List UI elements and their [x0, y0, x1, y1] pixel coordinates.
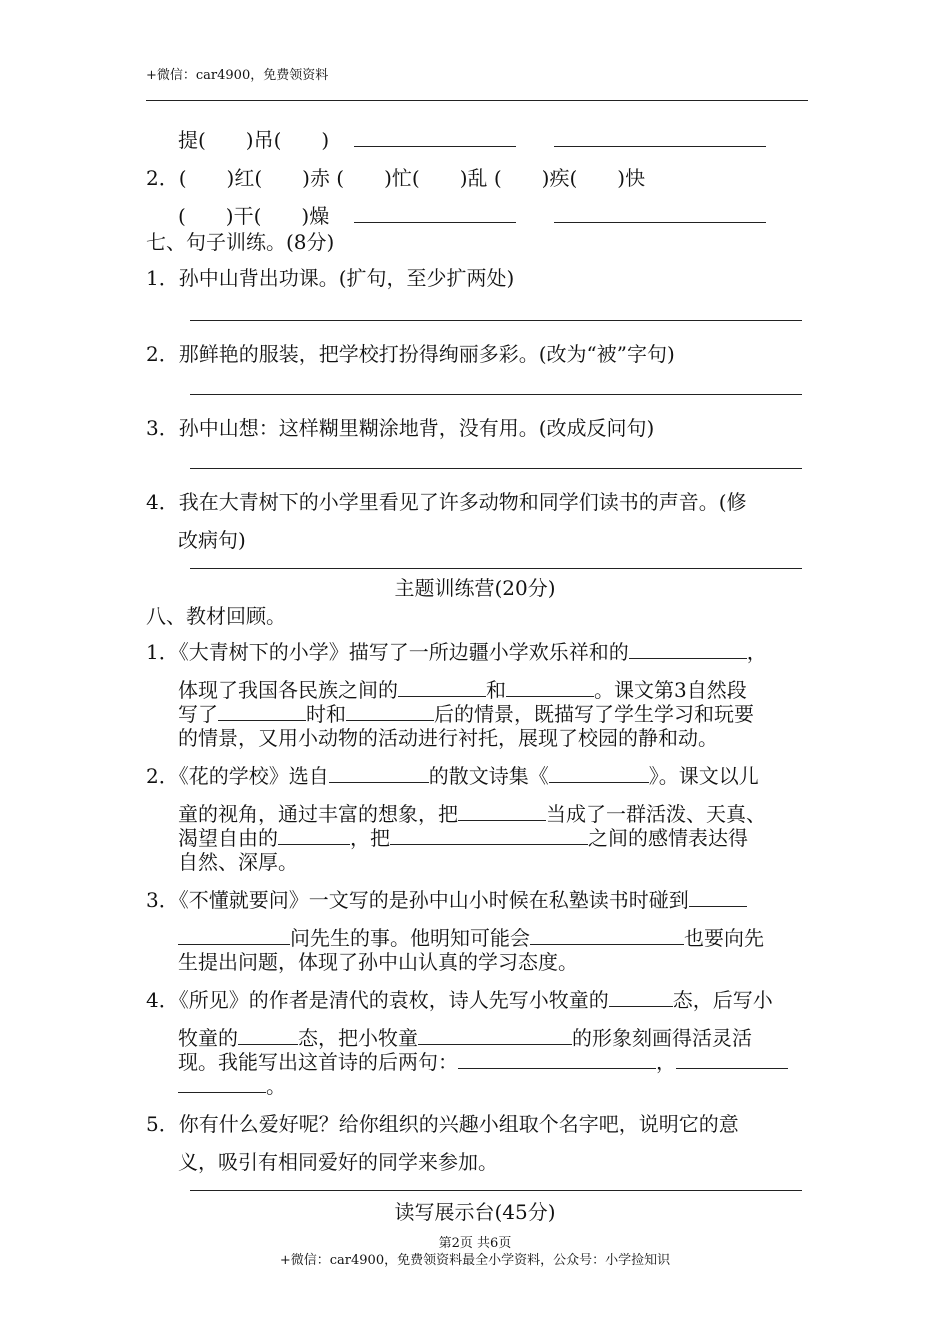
- item-number: 3．: [146, 888, 179, 912]
- text-segment: 态，把小牧童: [298, 1026, 418, 1050]
- section7-item-1: [146, 262, 514, 291]
- answer-line[interactable]: [190, 1190, 802, 1191]
- text-segment: 。: [266, 1074, 286, 1098]
- text-segment: 写了: [178, 702, 218, 726]
- text-segment: 《花的学校》选自: [178, 764, 329, 788]
- answer-blank[interactable]: [238, 1026, 298, 1045]
- answer-blank[interactable]: [689, 888, 747, 907]
- section6-item2-line2: [178, 200, 329, 229]
- item-number: 2．: [146, 342, 179, 366]
- item-number: 2．: [146, 764, 179, 788]
- text-segment: 后的情景，既描写了学生学习和玩要: [434, 702, 754, 726]
- item-text: 我在大青树下的小学里看见了许多动物和同学们读书的声音。(修: [178, 490, 747, 514]
- text-segment: 之间的感情表达得: [588, 826, 748, 850]
- header-watermark: +微信：car4900，免费领资料: [146, 68, 329, 83]
- section8-item-3-line1: [146, 884, 747, 913]
- answer-blank[interactable]: [390, 826, 588, 845]
- section8-title: 八、教材回顾。: [146, 604, 286, 628]
- section8-item-2-line1: [146, 760, 759, 789]
- item-number: 4．: [146, 490, 179, 514]
- answer-blank[interactable]: [530, 926, 684, 945]
- item-text: 孙中山背出功课。(扩句，至少扩两处): [178, 266, 515, 290]
- section7-item-4-cont: 改病句): [178, 528, 246, 552]
- answer-blank[interactable]: [554, 204, 766, 223]
- text-segment: 《所见》的作者是清代的袁枚，诗人先写小牧童的: [178, 988, 609, 1012]
- section8-item-5-line2: 义，吸引有相同爱好的同学来参加。: [178, 1150, 498, 1174]
- footer-watermark: +微信：car4900，免费领资料最全小学资料，公众号：小学捡知识: [279, 1253, 671, 1268]
- section8-item-4-line4: [178, 1070, 286, 1099]
- answer-blank[interactable]: [218, 702, 306, 721]
- text-segment: 。课文第3自然段: [594, 678, 747, 702]
- text-segment: 体现了我国各民族之间的: [178, 678, 398, 702]
- text-segment: 也要向先: [684, 926, 764, 950]
- section8-item-2-line4: 自然、深厚。: [178, 850, 298, 874]
- section7-item-3: [146, 412, 654, 441]
- answer-line[interactable]: [190, 568, 802, 569]
- item-text: 孙中山想：这样糊里糊涂地背，没有用。(改成反问句): [178, 416, 655, 440]
- text-segment: ，: [746, 640, 767, 664]
- answer-blank[interactable]: [676, 1050, 788, 1069]
- item-text: 那鲜艳的服装，把学校打扮得绚丽多彩。(改为“被”字句): [178, 342, 675, 366]
- section6-item2-line1: ( )红( )赤 ( )忙( )乱 ( )疾( )快: [178, 166, 646, 190]
- answer-blank[interactable]: [458, 802, 546, 821]
- text-segment: 和: [486, 678, 506, 702]
- text-segment: 态，后写小: [672, 988, 773, 1012]
- answer-blank[interactable]: [458, 1050, 656, 1069]
- section6-item2-line2-text: ( )干( )燥: [178, 204, 330, 228]
- section7-title: 七、句子训练。(8分): [146, 230, 335, 254]
- section8-item-1-line4: 的情景，又用小动物的活动进行衬托，展现了校园的静和动。: [178, 726, 718, 750]
- section8-item-3-line3: 生提出问题，体现了孙中山认真的学习态度。: [178, 950, 578, 974]
- header-divider: [146, 100, 808, 101]
- answer-line[interactable]: [190, 468, 802, 469]
- answer-blank[interactable]: [554, 128, 766, 147]
- section6-item2: [146, 162, 645, 191]
- text-segment: 问先生的事。他明知可能会: [290, 926, 530, 950]
- answer-blank[interactable]: [178, 1074, 266, 1093]
- text-segment: 现。我能写出这首诗的后两句：: [178, 1050, 458, 1074]
- item-number: 2．: [146, 166, 179, 190]
- answer-blank[interactable]: [354, 128, 516, 147]
- item-number: 5．: [146, 1112, 179, 1136]
- answer-blank[interactable]: [398, 678, 486, 697]
- answer-blank[interactable]: [506, 678, 594, 697]
- section6-line1-text: 提( )吊( ): [178, 128, 330, 152]
- text-segment: ，: [656, 1050, 676, 1074]
- answer-blank[interactable]: [329, 764, 429, 783]
- answer-blank[interactable]: [178, 926, 290, 945]
- answer-line[interactable]: [190, 320, 802, 321]
- section6-line1: [178, 124, 329, 153]
- text-segment: 的形象刻画得活灵活: [572, 1026, 752, 1050]
- text-segment: 》。课文以儿: [648, 764, 759, 788]
- text-segment: 的散文诗集《: [428, 764, 549, 788]
- answer-line[interactable]: [190, 394, 802, 395]
- text-segment: 当成了一群活泼、天真、: [546, 802, 766, 826]
- page-number: 第2页 共6页: [438, 1236, 512, 1251]
- text-segment: 《不懂就要问》一文写的是孙中山小时候在私塾读书时碰到: [178, 888, 689, 912]
- section7-item-4: [146, 486, 747, 515]
- answer-blank[interactable]: [609, 988, 673, 1007]
- theme-section-title: 主题训练营(20分): [394, 576, 556, 600]
- reading-section-title: 读写展示台(45分): [394, 1200, 556, 1224]
- answer-blank[interactable]: [418, 1026, 572, 1045]
- item-number: 4．: [146, 988, 179, 1012]
- answer-blank[interactable]: [278, 826, 350, 845]
- text-segment: 你有什么爱好呢？给你组织的兴趣小组取个名字吧，说明它的意: [178, 1112, 739, 1136]
- answer-blank[interactable]: [354, 204, 516, 223]
- item-number: 1．: [146, 266, 179, 290]
- answer-blank[interactable]: [629, 640, 747, 659]
- text-segment: 渴望自由的: [178, 826, 278, 850]
- section7-item-2: [146, 338, 675, 367]
- text-segment: 童的视角，通过丰富的想象，把: [178, 802, 458, 826]
- section8-item-5-line1: [146, 1108, 739, 1137]
- item-number: 1．: [146, 640, 179, 664]
- text-segment: 时和: [306, 702, 346, 726]
- text-segment: ，把: [350, 826, 390, 850]
- text-segment: 牧童的: [178, 1026, 238, 1050]
- answer-blank[interactable]: [549, 764, 649, 783]
- item-number: 3．: [146, 416, 179, 440]
- text-segment: 《大青树下的小学》描写了一所边疆小学欢乐祥和的: [178, 640, 629, 664]
- section8-item-4-line1: [146, 984, 773, 1013]
- answer-blank[interactable]: [346, 702, 434, 721]
- section8-item-1-line1: [146, 636, 767, 665]
